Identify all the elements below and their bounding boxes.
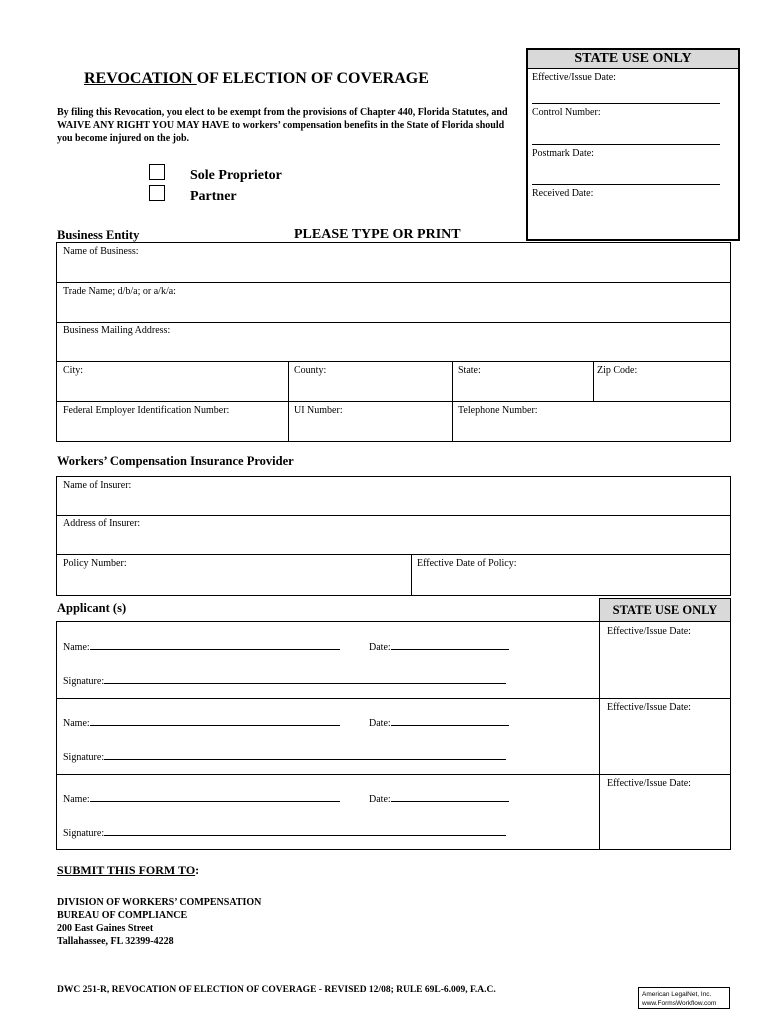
title-underlined: REVOCATION — [84, 70, 197, 87]
form-footer: DWC 251-R, REVOCATION OF ELECTION OF COVERAGE - REVISED 12/08; RULE 69L-6.009, F.A.C. — [57, 985, 496, 995]
divider — [532, 144, 720, 145]
badge-line: www.FormsWorkflow.com — [642, 1000, 717, 1007]
applicant-2-name-field[interactable] — [63, 715, 340, 729]
date-label: Date: — [369, 794, 391, 805]
applicant-3-signature-field[interactable] — [63, 825, 506, 839]
applicant-3-name-field[interactable] — [63, 791, 340, 805]
control-number-label: Control Number: — [532, 107, 601, 118]
insurance-table — [56, 476, 731, 596]
badge-line: American LegalNet, Inc. — [642, 991, 712, 998]
divider — [593, 361, 594, 401]
divider — [57, 554, 730, 555]
intro-text: By filing this Revocation, you elect to be exempt from the provisions of Chapter 440, Florida Statutes, and WAIVE ANY RIGHT YOU MAY HAVE to workers’ compensation benefits in the State of Florida should you become injured on the job. — [57, 107, 508, 144]
divider — [532, 103, 720, 104]
state-use-only-heading-2: STATE USE ONLY — [599, 598, 731, 622]
title-rest: OF ELECTION OF COVERAGE — [196, 70, 429, 87]
mailing-address-label: Business Mailing Address: — [63, 325, 171, 336]
state-label: State: — [458, 365, 481, 376]
submit-colon: : — [195, 863, 200, 877]
applicant-1-signature-field[interactable] — [63, 673, 506, 687]
county-label: County: — [294, 365, 327, 376]
applicants-table — [56, 621, 731, 850]
policy-effective-date-label: Effective Date of Policy: — [417, 558, 517, 569]
divider — [532, 184, 720, 185]
mailing-address-block — [57, 896, 261, 948]
insurance-provider-heading: Workers’ Compensation Insurance Provider — [57, 454, 294, 468]
insurer-name-label: Name of Insurer: — [63, 480, 132, 491]
divider — [57, 322, 730, 323]
zip-code-label: Zip Code: — [597, 365, 638, 376]
business-entity-heading: Business Entity — [57, 228, 140, 242]
divider — [57, 361, 730, 362]
applicant-2-signature-field[interactable] — [63, 749, 506, 763]
address-line: Tallahassee, FL 32399-4228 — [57, 936, 174, 947]
applicants-heading: Applicant (s) — [57, 601, 127, 615]
name-label: Name: — [63, 642, 90, 653]
signature-label: Signature: — [63, 752, 105, 763]
name-label: Name: — [63, 794, 90, 805]
applicant-1-name-field[interactable] — [63, 639, 340, 653]
submit-heading-text: SUBMIT THIS FORM TO — [57, 863, 196, 877]
insurer-address-label: Address of Insurer: — [63, 518, 141, 529]
business-name-label: Name of Business: — [63, 246, 139, 257]
legalnet-badge — [638, 987, 730, 1009]
applicant-2-date-field[interactable] — [369, 715, 509, 729]
ui-number-label: UI Number: — [294, 405, 343, 416]
applicant-3-effective-date-label: Effective/Issue Date: — [607, 778, 691, 789]
address-line: 200 East Gaines Street — [57, 923, 154, 934]
sole-proprietor-label: Sole Proprietor — [190, 168, 282, 183]
trade-name-label: Trade Name; d/b/a; or a/k/a: — [63, 286, 176, 297]
signature-label: Signature: — [63, 676, 105, 687]
name-label: Name: — [63, 718, 90, 729]
address-line: DIVISION OF WORKERS’ COMPENSATION — [57, 897, 262, 908]
divider — [57, 515, 730, 516]
telephone-label: Telephone Number: — [458, 405, 538, 416]
partner-checkbox[interactable] — [149, 185, 165, 201]
policy-number-label: Policy Number: — [63, 558, 127, 569]
applicant-1-date-field[interactable] — [369, 639, 509, 653]
page-title — [84, 70, 429, 88]
state-use-only-heading: STATE USE ONLY — [528, 50, 738, 69]
fein-label: Federal Employer Identification Number: — [63, 405, 230, 416]
divider — [599, 622, 600, 849]
received-date-label: Received Date: — [532, 188, 594, 199]
address-line: BUREAU OF COMPLIANCE — [57, 910, 188, 921]
date-label: Date: — [369, 718, 391, 729]
signature-label: Signature: — [63, 828, 105, 839]
submit-heading — [57, 863, 199, 878]
applicant-2-effective-date-label: Effective/Issue Date: — [607, 702, 691, 713]
divider — [57, 401, 730, 402]
divider — [411, 554, 412, 596]
applicant-3-date-field[interactable] — [369, 791, 509, 805]
city-label: City: — [63, 365, 84, 376]
divider — [57, 698, 730, 699]
partner-label: Partner — [190, 189, 237, 204]
postmark-date-label: Postmark Date: — [532, 148, 594, 159]
state-use-only-box — [526, 48, 740, 241]
divider — [57, 282, 730, 283]
divider — [57, 774, 730, 775]
sole-proprietor-checkbox[interactable] — [149, 164, 165, 180]
effective-issue-date-label: Effective/Issue Date: — [532, 72, 616, 83]
date-label: Date: — [369, 642, 391, 653]
business-entity-table — [56, 242, 731, 442]
please-type-or-print: PLEASE TYPE OR PRINT — [294, 227, 461, 242]
applicant-1-effective-date-label: Effective/Issue Date: — [607, 626, 691, 637]
